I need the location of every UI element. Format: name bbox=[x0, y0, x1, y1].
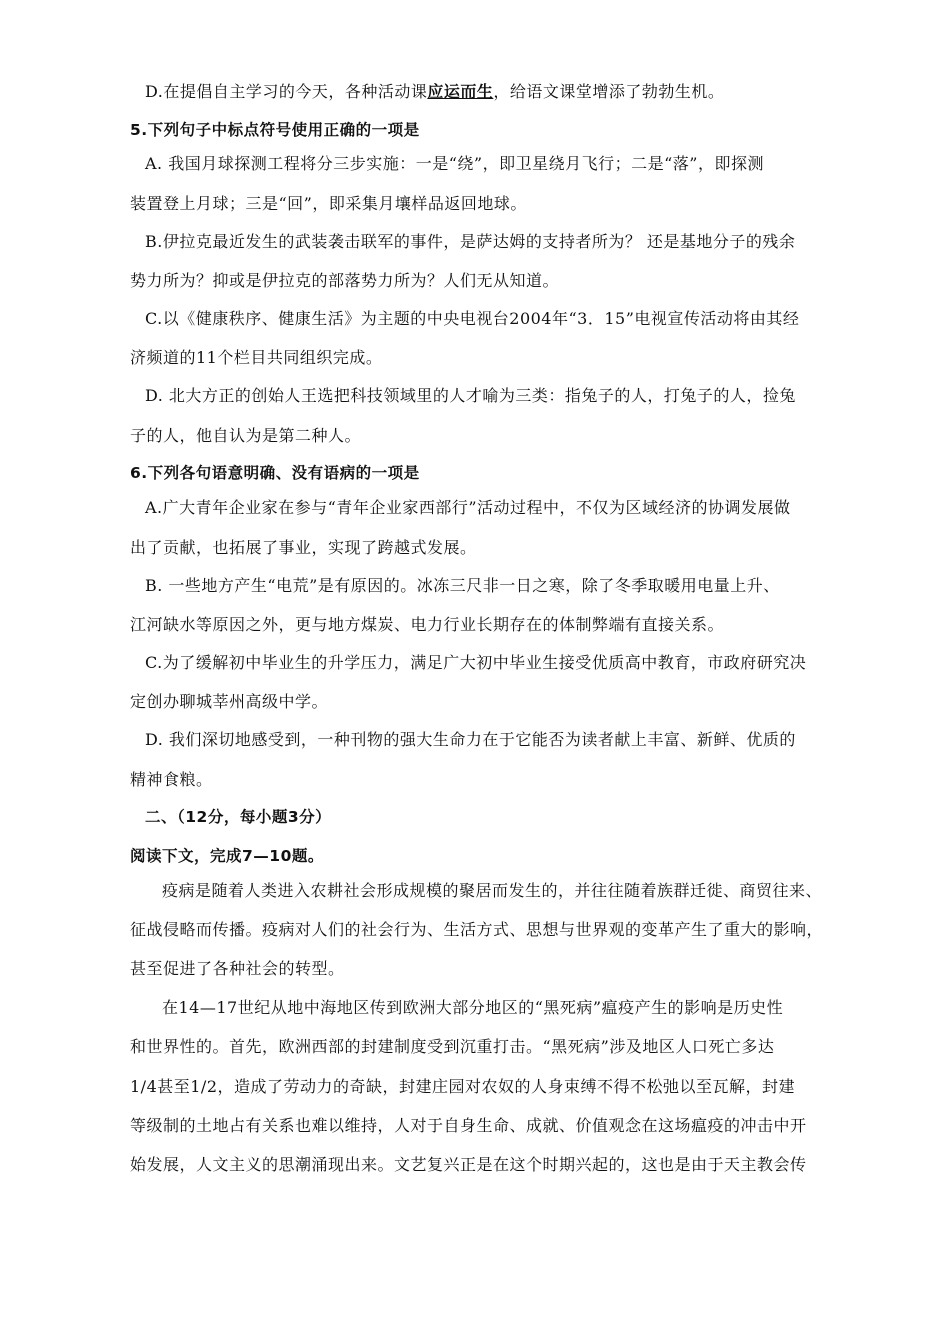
q5-option-a-line2: 装置登上月球；三是“回”，即采集月壤样品返回地球。 bbox=[130, 194, 527, 213]
passage-p2-line4: 等级制的土地占有关系也难以维持，人对于自身生命、成就、价值观念在这场瘟疫的冲击中开 bbox=[130, 1116, 807, 1135]
q5-option-c-line2: 济频道的11个栏目共同组织完成。 bbox=[130, 348, 383, 367]
q6-option-c-line2: 定创办聊城莘州高级中学。 bbox=[130, 692, 329, 711]
q6-option-d-line1: D. 我们深切地感受到，一种刊物的强大生命力在于它能否为读者献上丰富、新鲜、优质的 bbox=[145, 730, 796, 749]
q6-option-a-line1: A.广大青年企业家在参与“青年企业家西部行”活动过程中，不仅为区域经济的协调发展做 bbox=[145, 498, 791, 517]
q5-option-b-line1: B.伊拉克最近发生的武装袭击联军的事件，是萨达姆的支持者所为？ 还是基地分子的残余 bbox=[145, 232, 796, 251]
q5-option-c-line1: C.以《健康秩序、健康生活》为主题的中央电视台2004年“3．15”电视宣传活动将由其经 bbox=[145, 309, 800, 328]
passage-p1-line2: 征战侵略而传播。疫病对人们的社会行为、生活方式、思想与世界观的变革产生了重大的影响， bbox=[130, 920, 824, 939]
passage-p1-line3: 甚至促进了各种社会的转型。 bbox=[130, 959, 345, 978]
q5-heading: 5.下列句子中标点符号使用正确的一项是 bbox=[130, 121, 420, 139]
q4-option-d-text-before: D.在提倡自主学习的今天，各种活动课 bbox=[145, 82, 428, 101]
section2-instruction: 阅读下文，完成7—10题。 bbox=[130, 847, 324, 865]
q6-option-b-line2: 江河缺水等原因之外，更与地方煤炭、电力行业长期存在的体制弊端有直接关系。 bbox=[130, 615, 725, 634]
q5-option-d-line2: 子的人，他自认为是第二种人。 bbox=[130, 426, 362, 445]
q5-option-d-line1: D. 北大方正的创始人王选把科技领域里的人才喻为三类：指兔子的人，打兔子的人，捡兔 bbox=[145, 386, 796, 405]
section2-heading: 二、（12分，每小题3分） bbox=[145, 808, 332, 826]
q6-option-b-line1: B. 一些地方产生“电荒”是有原因的。冰冻三尺非一日之寒，除了冬季取暖用电量上升、 bbox=[145, 576, 780, 595]
passage-p2-line3: 1/4甚至1/2，造成了劳动力的奇缺，封建庄园对农奴的人身束缚不得不松弛以至瓦解，封建 bbox=[130, 1077, 796, 1096]
passage-p2-line5: 始发展，人文主义的思潮涌现出来。文艺复兴正是在这个时期兴起的，这也是由于天主教会传 bbox=[130, 1155, 807, 1174]
q4-option-d-underlined-word: 应运而生 bbox=[427, 82, 494, 101]
q6-heading: 6.下列各句语意明确、没有语病的一项是 bbox=[130, 464, 420, 482]
passage-p2-line2: 和世界性的。首先，欧洲西部的封建制度受到沉重打击。“黑死病”涉及地区人口死亡多达 bbox=[130, 1037, 775, 1056]
passage-p1-line1: 疫病是随着人类进入农耕社会形成规模的聚居而发生的，并往往随着族群迁徙、商贸往来、 bbox=[162, 881, 823, 900]
passage-p2-line1: 在14—17世纪从地中海地区传到欧洲大部分地区的“黑死病”瘟疫产生的影响是历史性 bbox=[162, 998, 784, 1017]
q5-option-a-line1: A. 我国月球探测工程将分三步实施：一是“绕”，即卫星绕月飞行；二是“落”，即探测 bbox=[145, 154, 764, 173]
q4-option-d bbox=[145, 81, 724, 103]
q4-option-d-text-after: ，给语文课堂增添了勃勃生机。 bbox=[493, 82, 725, 101]
q6-option-a-line2: 出了贡献，也拓展了事业，实现了跨越式发展。 bbox=[130, 538, 477, 557]
q5-option-b-line2: 势力所为？抑或是伊拉克的部落势力所为？人们无从知道。 bbox=[130, 271, 560, 290]
q6-option-c-line1: C.为了缓解初中毕业生的升学压力，满足广大初中毕业生接受优质高中教育，市政府研究决 bbox=[145, 653, 807, 672]
q6-option-d-line2: 精神食粮。 bbox=[130, 770, 213, 789]
